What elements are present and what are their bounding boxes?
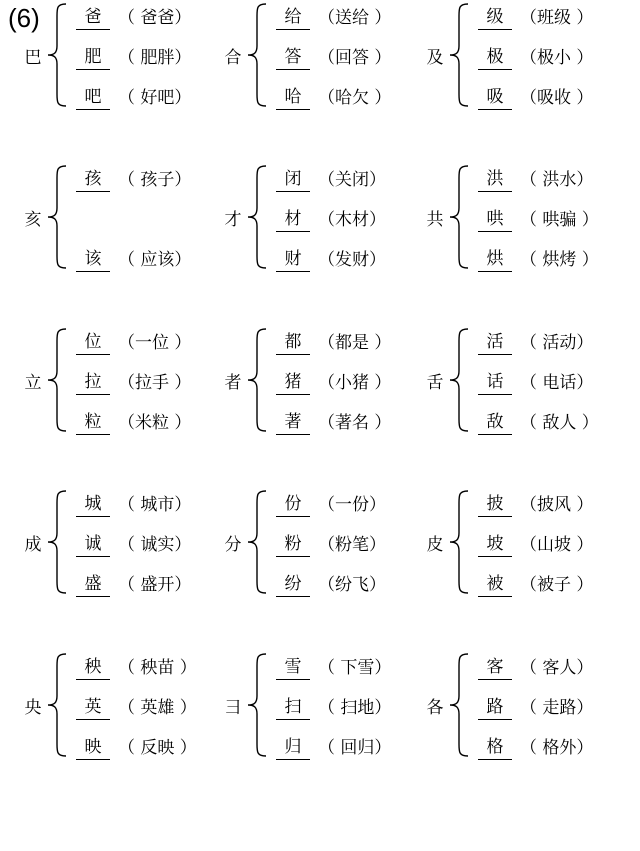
curly-brace — [44, 164, 70, 270]
word-example: （班级 ） — [520, 8, 594, 28]
filled-char: 格 — [478, 735, 512, 760]
word-example: （粉笔） — [318, 535, 386, 555]
radical-char: 共 — [426, 210, 444, 230]
curly-brace — [244, 327, 270, 433]
filled-char: 敌 — [478, 410, 512, 435]
filled-char: 吧 — [76, 85, 110, 110]
radical-group — [222, 0, 422, 120]
curly-brace — [446, 489, 472, 595]
filled-char: 诚 — [76, 532, 110, 557]
word-example: （ 活动） — [520, 333, 594, 353]
filled-char: 粒 — [76, 410, 110, 435]
radical-char: 立 — [24, 373, 42, 393]
radical-group — [222, 325, 422, 445]
filled-char: 极 — [478, 45, 512, 70]
word-example: （哈欠 ） — [318, 88, 392, 108]
filled-char: 爸 — [76, 5, 110, 30]
radical-char: 者 — [224, 373, 242, 393]
radical-group — [22, 650, 222, 770]
curly-brace — [44, 652, 70, 758]
filled-char: 级 — [478, 5, 512, 30]
curly-brace — [244, 489, 270, 595]
radical-char: 各 — [426, 698, 444, 718]
radical-group — [424, 0, 624, 120]
filled-char: 孩 — [76, 167, 110, 192]
word-example: （山坡 ） — [520, 535, 594, 555]
word-example: （被子 ） — [520, 575, 594, 595]
filled-char: 答 — [276, 45, 310, 70]
word-example: （ 好吧） — [118, 88, 192, 108]
word-example: （ 英雄 ） — [118, 698, 197, 718]
word-example: （发财） — [318, 250, 386, 270]
filled-char: 材 — [276, 207, 310, 232]
filled-char: 肥 — [76, 45, 110, 70]
curly-brace — [446, 652, 472, 758]
word-example: （送给 ） — [318, 8, 392, 28]
word-example: （著名 ） — [318, 413, 392, 433]
radical-group — [222, 162, 422, 282]
curly-brace — [244, 652, 270, 758]
word-example: （一份） — [318, 495, 386, 515]
filled-char: 给 — [276, 5, 310, 30]
word-example: （吸收 ） — [520, 88, 594, 108]
radical-group — [424, 325, 624, 445]
radical-char: 彐 — [224, 698, 242, 718]
filled-char: 话 — [478, 370, 512, 395]
filled-char: 扫 — [276, 695, 310, 720]
word-example: （ 电话） — [520, 373, 594, 393]
filled-char: 归 — [276, 735, 310, 760]
word-example: （ 洪水） — [520, 170, 594, 190]
filled-char: 披 — [478, 492, 512, 517]
filled-char: 哄 — [478, 207, 512, 232]
word-example: （ 反映 ） — [118, 738, 197, 758]
filled-char: 著 — [276, 410, 310, 435]
filled-char: 英 — [76, 695, 110, 720]
filled-char: 粉 — [276, 532, 310, 557]
filled-char: 该 — [76, 247, 110, 272]
filled-char: 哈 — [276, 85, 310, 110]
filled-char: 被 — [478, 572, 512, 597]
filled-char: 都 — [276, 330, 310, 355]
radical-char: 合 — [224, 48, 242, 68]
page-number: (6) — [8, 3, 40, 33]
curly-brace — [446, 164, 472, 270]
filled-char: 坡 — [478, 532, 512, 557]
word-example: （ 格外） — [520, 738, 594, 758]
word-example: （小猪 ） — [318, 373, 392, 393]
filled-char: 客 — [478, 655, 512, 680]
radical-char: 皮 — [426, 535, 444, 555]
word-example: （ 爸爸） — [118, 8, 192, 28]
curly-brace — [244, 164, 270, 270]
word-example: （回答 ） — [318, 48, 392, 68]
filled-char: 猪 — [276, 370, 310, 395]
curly-brace — [244, 2, 270, 108]
filled-char: 份 — [276, 492, 310, 517]
word-example: （披风 ） — [520, 495, 594, 515]
word-example: （ 应该） — [118, 250, 192, 270]
radical-group — [22, 487, 222, 607]
filled-char: 洪 — [478, 167, 512, 192]
radical-char: 巴 — [24, 48, 42, 68]
curly-brace — [446, 327, 472, 433]
word-example: （拉手 ） — [118, 373, 192, 393]
radical-group — [22, 0, 222, 120]
word-example: （ 孩子） — [118, 170, 192, 190]
word-example: （ 哄骗 ） — [520, 210, 599, 230]
word-example: （ 城市） — [118, 495, 192, 515]
radical-group — [424, 487, 624, 607]
curly-brace — [44, 489, 70, 595]
word-example: （ 诚实） — [118, 535, 192, 555]
word-example: （ 回归） — [318, 738, 392, 758]
filled-char: 路 — [478, 695, 512, 720]
filled-char: 映 — [76, 735, 110, 760]
word-example: （木材） — [318, 210, 386, 230]
word-example: （ 秧苗 ） — [118, 658, 197, 678]
radical-char: 舌 — [426, 373, 444, 393]
filled-char: 纷 — [276, 572, 310, 597]
word-example: （都是 ） — [318, 333, 392, 353]
word-example: （ 肥胖） — [118, 48, 192, 68]
word-example: （ 走路） — [520, 698, 594, 718]
radical-group — [222, 487, 422, 607]
word-example: （ 敌人 ） — [520, 413, 599, 433]
radical-char: 及 — [426, 48, 444, 68]
filled-char: 活 — [478, 330, 512, 355]
word-example: （纷飞） — [318, 575, 386, 595]
radical-group — [222, 650, 422, 770]
word-example: （ 烘烤 ） — [520, 250, 599, 270]
word-example: （米粒 ） — [118, 413, 192, 433]
filled-char: 烘 — [478, 247, 512, 272]
word-example: （极小 ） — [520, 48, 594, 68]
filled-char: 财 — [276, 247, 310, 272]
word-example: （ 盛开） — [118, 575, 192, 595]
radical-char: 成 — [24, 535, 42, 555]
filled-char: 城 — [76, 492, 110, 517]
word-example: （ 客人） — [520, 658, 594, 678]
filled-char: 秧 — [76, 655, 110, 680]
radical-group — [424, 162, 624, 282]
radical-char: 分 — [224, 535, 242, 555]
filled-char: 雪 — [276, 655, 310, 680]
filled-char: 吸 — [478, 85, 512, 110]
filled-char: 闭 — [276, 167, 310, 192]
curly-brace — [446, 2, 472, 108]
filled-char: 位 — [76, 330, 110, 355]
filled-char: 盛 — [76, 572, 110, 597]
radical-group — [22, 325, 222, 445]
word-example: （关闭） — [318, 170, 386, 190]
word-example: （ 下雪） — [318, 658, 392, 678]
radical-group — [22, 162, 222, 282]
radical-char: 央 — [24, 698, 42, 718]
word-example: （ 扫地） — [318, 698, 392, 718]
word-example: （一位 ） — [118, 333, 192, 353]
curly-brace — [44, 2, 70, 108]
radical-char: 才 — [224, 210, 242, 230]
curly-brace — [44, 327, 70, 433]
radical-char: 亥 — [24, 210, 42, 230]
radical-group — [424, 650, 624, 770]
filled-char: 拉 — [76, 370, 110, 395]
